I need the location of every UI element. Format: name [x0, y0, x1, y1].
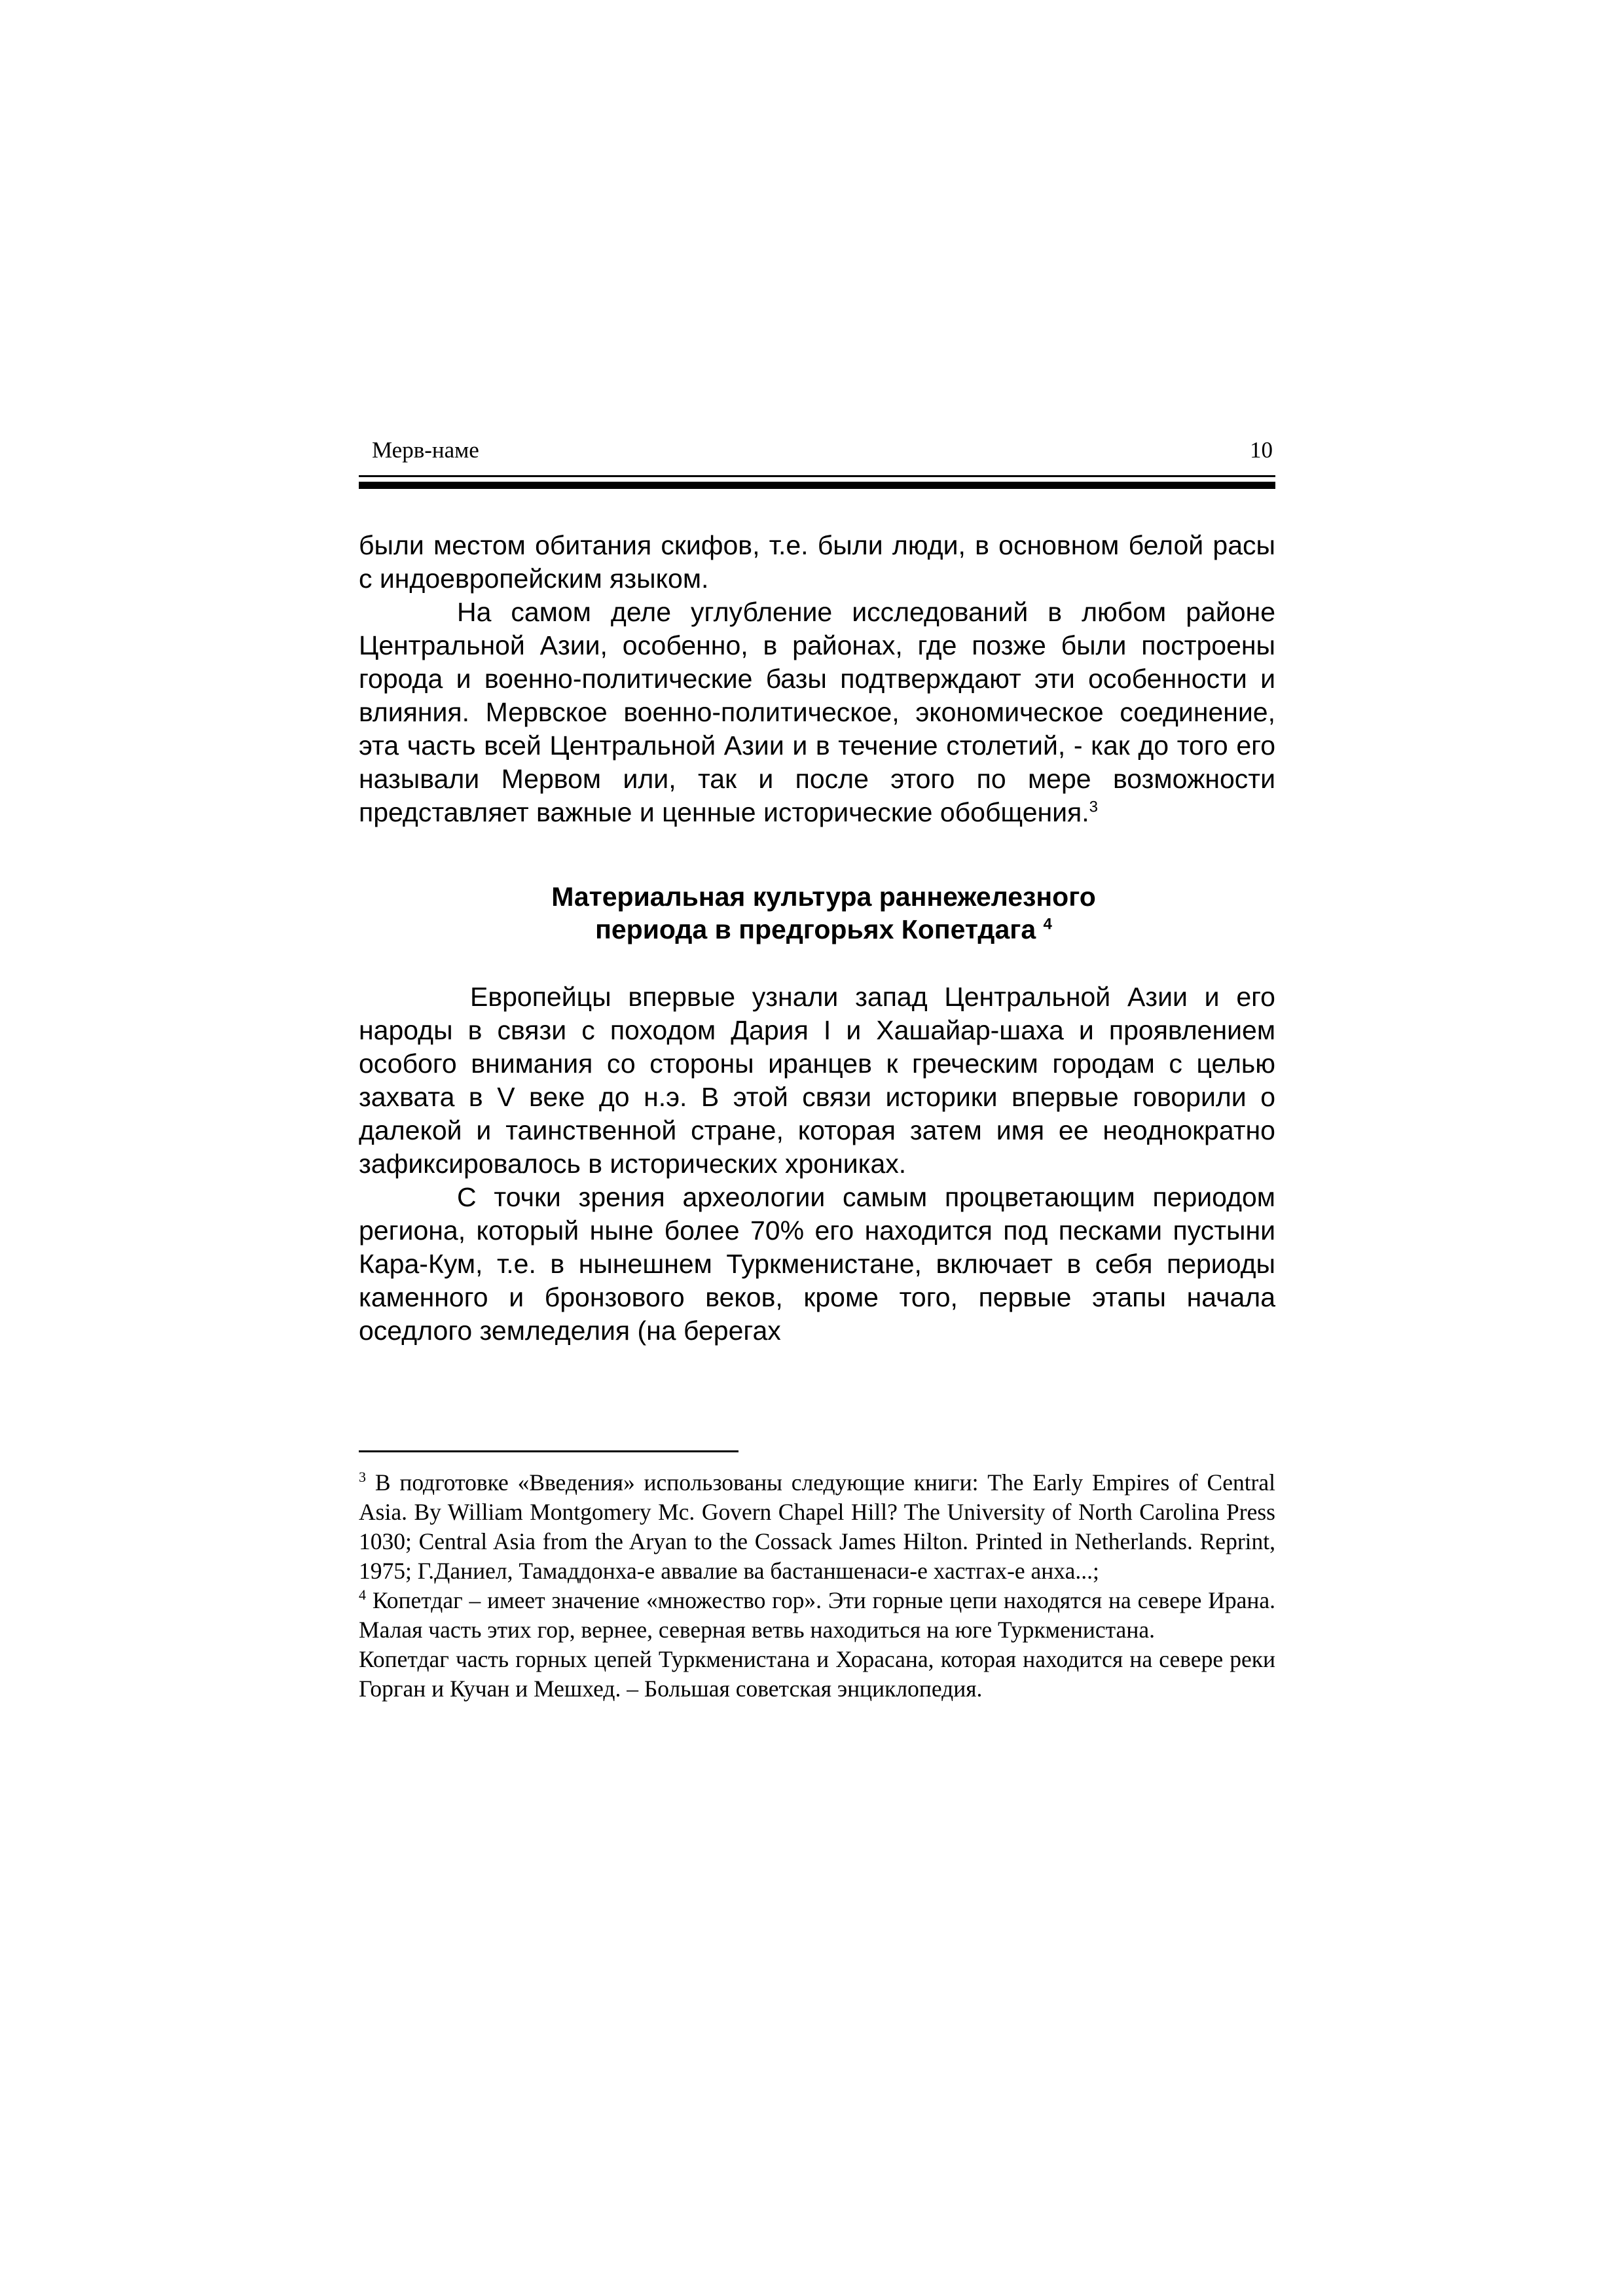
footnote-3-text: В подготовке «Введения» использованы следующие книги: The Early Empires of Central Asia. By William Montgomery Mc. Govern Chapel Hill? The University of North Carolina Press 1030; Central Asia from the Aryan to the Cossack James Hilton. Printed in Netherlands. Reprint, 1975; Г.Даниел, Тамаддонха-е аввалие ва бастаншенаси-е хастгах-е анха...; [359, 1469, 1275, 1584]
footnote-ref-4: 4 [1043, 915, 1052, 933]
footnote-4-extra-text: Копетдаг часть горных цепей Туркменистана и Хорасана, которая находится на севере реки Горган и Кучан и Мешхед. – Большая советская энциклопедия. [359, 1646, 1275, 1702]
header-rule-thick [359, 482, 1275, 489]
paragraph-1-text: были местом обитания скифов, т.е. были люди, в основном белой расы с индоевропейским языком. [359, 530, 1275, 594]
footnote-4-number: 4 [359, 1587, 366, 1604]
footnote-4-text: Копетдаг – имеет значение «множество гор». Эти горные цепи находятся на севере Ирана. Малая часть этих гор, вернее, северная ветвь находиться на юге Туркменистана. [359, 1587, 1275, 1643]
footnote-3 [359, 1468, 1275, 1586]
paragraph-3-text: Европейцы впервые узнали запад Центральной Азии и его народы в связи с походом Дария I и Хашайар-шаха и проявлением особого внимания со стороны иранцев к греческим городам с целью захвата в V веке до н.э. В этой связи историки впервые говорили о далекой и таинственной стране, которая затем имя ее неоднократно зафиксировалось в исторических хрониках. [359, 982, 1275, 1179]
footnote-4 [359, 1586, 1275, 1645]
book-title: Мерв-наме [372, 437, 479, 463]
body-text [359, 529, 1275, 1348]
footnote-3-number: 3 [359, 1469, 366, 1486]
footnote-separator [359, 1450, 739, 1452]
header-rule-thin [359, 475, 1275, 477]
page-number: 10 [1250, 437, 1273, 463]
paragraph-1 [359, 529, 1275, 596]
paragraph-2-text: На самом деле углубление исследований в любом районе Центральной Азии, особенно, в районах, где позже были построены города и военно-политические базы подтверждают эти особенности и влияния. Мервское военно-политическое, экономическое соединение, эта часть всей Центральной Азии и в течение столетий, - как до того его называли Мервом или, так и после этого по мере возможности представляет важные и ценные исторические обобщения. [359, 597, 1275, 827]
heading-line-1: Материальная культура раннежелезного [551, 882, 1096, 912]
paragraph-2 [359, 596, 1275, 829]
paragraph-4 [359, 1181, 1275, 1348]
running-header [359, 432, 1275, 471]
section-heading [359, 880, 1275, 946]
paragraph-3 [359, 980, 1275, 1181]
footnote-ref-3: 3 [1089, 798, 1099, 816]
footnotes [359, 1468, 1275, 1704]
page [359, 432, 1275, 1702]
footnote-4-continuation [359, 1645, 1275, 1704]
heading-line-2: периода в предгорьях Копетдага [595, 914, 1036, 944]
paragraph-4-text: С точки зрения археологии самым процветающим периодом региона, который ныне более 70% его находится под песками пустыни Кара-Кум, т.е. в нынешнем Туркменистане, включает в себя периоды каменного и бронзового веков, кроме того, первые этапы начала оседлого земледелия (на берегах [359, 1182, 1275, 1346]
